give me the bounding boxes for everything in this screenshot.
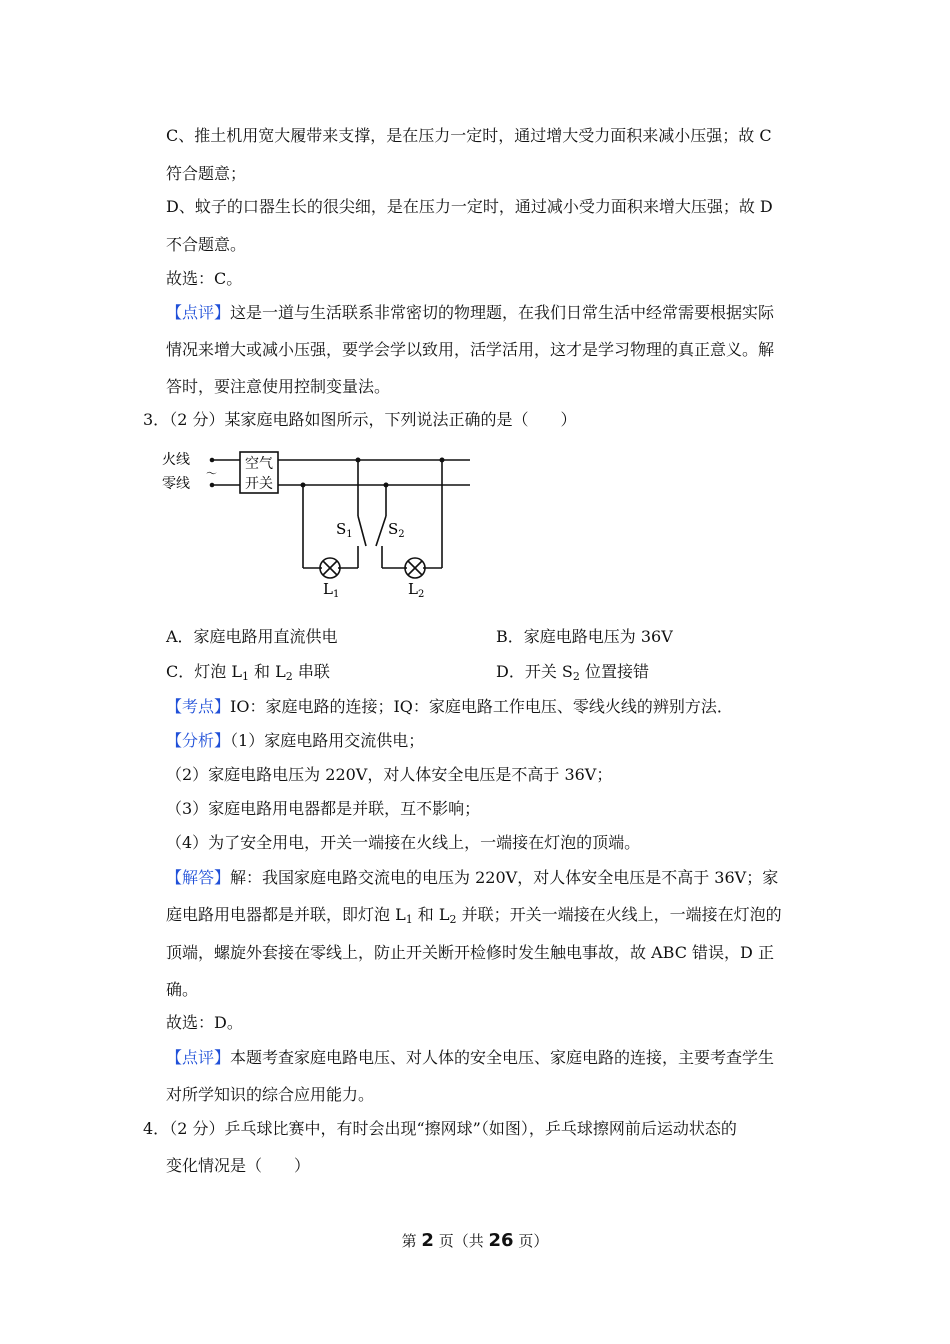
- fenxi-line1: 【分析】（1）家庭电路用交流供电；: [166, 731, 425, 750]
- kaodian-line: 【考点】IO：家庭电路的连接；IQ：家庭电路工作电压、零线火线的辨别方法．: [166, 697, 733, 716]
- q3-comment-line1: 【点评】本题考查家庭电路电压、对人体的安全电压、家庭电路的连接，主要考查学生: [166, 1048, 775, 1067]
- option-d-explanation-line2: 不合题意。: [166, 235, 247, 254]
- jieda-line1: 【解答】解：我国家庭电路交流电的电压为 220V，对人体安全电压是不高于 36V；家: [166, 868, 779, 887]
- lamp-l2-label: $L_2$: [408, 580, 425, 600]
- comment-tag: 【点评】: [166, 303, 231, 322]
- switch-s2-label: $S_2$: [388, 520, 405, 540]
- option-c-explanation-line1: C、推土机用宽大履带来支撑，是在压力一定时，通过增大受力面积来减小压强；故 C: [166, 126, 772, 145]
- option-b: B．家庭电路电压为 36V: [496, 627, 673, 646]
- switch-s1-label: $S_1$: [336, 520, 353, 540]
- neutral-wire-label: 零线: [162, 476, 190, 492]
- option-d: D．开关 $S_2$ 位置接错: [496, 662, 649, 683]
- fenxi-tag: 【分析】: [166, 731, 231, 750]
- question-3-stem: [143, 410, 576, 430]
- jieda-line2: 庭电路用电器都是并联，即灯泡 $L_1$ 和 $L_2$ 并联；开关一端接在火线上，一端接在灯泡的: [166, 905, 782, 926]
- q3-answer: 故选：D。: [166, 1013, 243, 1032]
- question-text: （2 分）某家庭电路如图所示，下列说法正确的是（ ）: [169, 410, 577, 429]
- household-circuit-diagram: [160, 442, 480, 607]
- comment-text: 这是一道与生活联系非常密切的物理题，在我们日常生活中经常需要根据实际: [230, 303, 775, 322]
- fenxi-line3: （3）家庭电路用电器都是并联，互不影响；: [166, 799, 481, 818]
- option-c-explanation-line2: 符合题意；: [166, 164, 247, 183]
- question-number: 3．: [143, 410, 170, 429]
- current-page-number: 2: [421, 1230, 434, 1251]
- prev-comment-line1: [166, 303, 774, 323]
- jieda-tag: 【解答】: [166, 868, 231, 887]
- prev-comment-line3: 答时，要注意使用控制变量法。: [166, 377, 391, 396]
- question-number: 4．: [143, 1119, 170, 1138]
- fenxi-line2: （2）家庭电路电压为 220V，对人体安全电压是不高于 36V；: [166, 765, 613, 784]
- question-4-stem-line2: 变化情况是（ ）: [166, 1156, 311, 1175]
- breaker-label-top: 空气: [245, 456, 273, 472]
- option-c: C．灯泡 $L_1$ 和 $L_2$ 串联: [166, 662, 330, 683]
- breaker-label-bottom: 开关: [245, 476, 273, 492]
- live-wire-label: 火线: [162, 452, 190, 468]
- question-4-stem-line1: 4．（2 分）乒乓球比赛中，有时会出现“擦网球”（如图），乒乓球擦网前后运动状态的: [143, 1119, 737, 1138]
- fenxi-line4: （4）为了安全用电，开关一端接在火线上，一端接在灯泡的顶端。: [166, 833, 641, 852]
- jieda-line4: 确。: [166, 980, 199, 999]
- jieda-line3: 顶端，螺旋外套接在零线上，防止开关断开检修时发生触电事故，故 ABC 错误，D 正: [166, 943, 774, 962]
- q3-comment-line2: 对所学知识的综合应用能力。: [166, 1085, 375, 1104]
- option-a: A．家庭电路用直流供电: [166, 627, 338, 646]
- lamp-l1-label: $L_1$: [323, 580, 340, 600]
- page-footer: 第 2 页（共 26 页）: [401, 1230, 549, 1251]
- prev-answer: 故选：C。: [166, 269, 243, 288]
- kaodian-tag: 【考点】: [166, 697, 231, 716]
- total-pages: 26: [488, 1230, 514, 1251]
- ac-symbol: ～: [206, 467, 217, 480]
- option-d-explanation-line1: D、蚊子的口器生长的很尖细，是在压力一定时，通过减小受力面积来增大压强；故 D: [166, 197, 773, 216]
- prev-comment-line2: 情况来增大或减小压强，要学会学以致用，活学活用，这才是学习物理的真正意义。解: [166, 340, 775, 359]
- comment-tag: 【点评】: [166, 1048, 231, 1067]
